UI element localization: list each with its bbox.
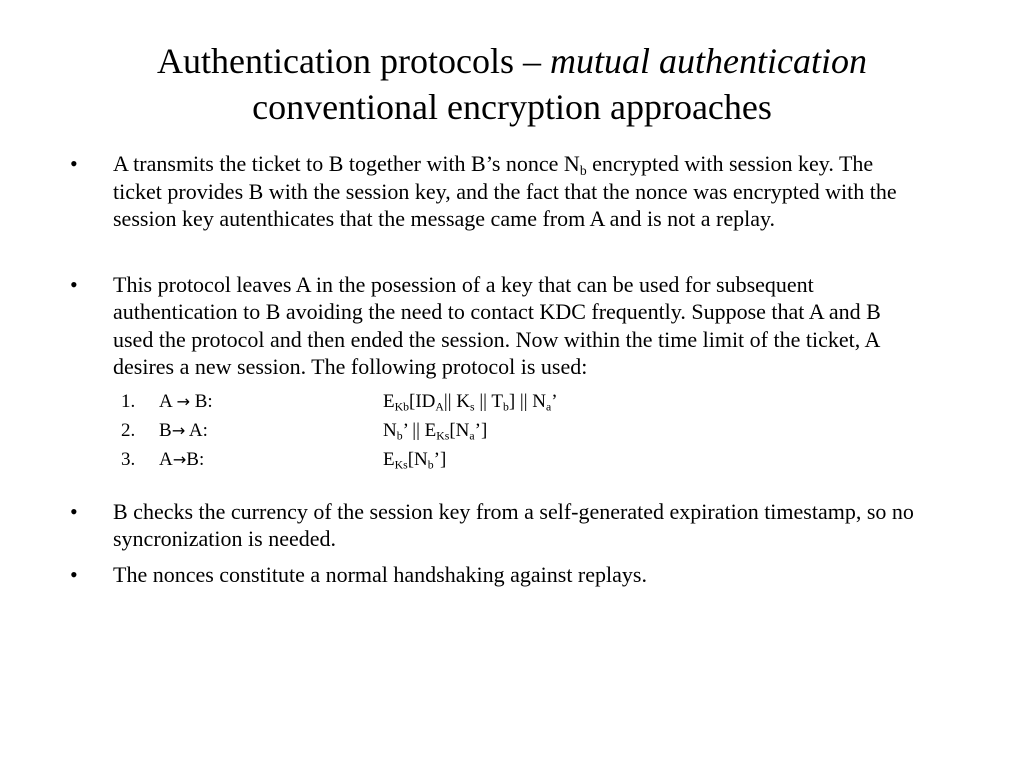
subscript: b (427, 457, 434, 471)
msg-part: E (383, 390, 395, 412)
spacer (68, 553, 918, 561)
bullet-text-part: encrypted with session key. The ticket provides B with the session key, and the fact that the nonce was encrypted with the session key autenthicates that the message came from A and is not a replay. (113, 151, 897, 231)
step-parties (159, 416, 208, 445)
protocol-step (121, 445, 918, 474)
msg-part: [N (407, 448, 428, 470)
bullet-marker: • (70, 561, 78, 587)
subscript: s (469, 399, 475, 413)
subscript: b (579, 162, 587, 178)
msg-part: || T (474, 390, 503, 412)
spacer (68, 233, 918, 271)
bullet-item (68, 271, 918, 381)
msg-part: ’] (474, 419, 488, 441)
msg-part: [N (449, 419, 470, 441)
msg-part: ’ (551, 390, 558, 412)
subscript: Kb (394, 399, 409, 413)
title-italic-text: mutual authentication (549, 41, 867, 81)
msg-part: E (383, 448, 395, 470)
bullet-text (113, 151, 897, 231)
step-to: A: (185, 419, 208, 441)
subscript: Ks (394, 457, 408, 471)
step-number: 3. (121, 448, 136, 470)
step-parties (159, 445, 204, 474)
msg-part: ’ || E (402, 419, 437, 441)
subscript: Ks (436, 428, 450, 442)
protocol-step (121, 387, 918, 416)
subscript: a (546, 399, 552, 413)
step-to: B: (189, 390, 213, 412)
step-message (383, 416, 487, 445)
bullet-item (68, 498, 918, 553)
step-parties (159, 387, 213, 416)
bullet-text-part: A transmits the ticket to B together with B’s nonce N (113, 151, 580, 176)
msg-part: N (383, 419, 397, 441)
bullet-marker: • (70, 151, 78, 176)
bullet-text: This protocol leaves A in the posession of a key that can be used for subsequent authentication to B avoiding the need to contact KDC frequently. Suppose that A and B used the protocol and then ended the session. Now within the time limit of the ticket, A desires a new session. The following protocol is used: (113, 271, 881, 379)
step-number: 2. (121, 419, 136, 441)
subscript: b (502, 399, 509, 413)
bullet-text: B checks the currency of the session key from a self-generated expiration timestamp, so no syncronization is needed. (113, 498, 914, 551)
step-number: 1. (121, 390, 136, 412)
subscript: b (396, 428, 403, 442)
subscript: A (435, 399, 444, 413)
subscript: a (469, 428, 475, 442)
protocol-steps (121, 387, 918, 474)
msg-part: [ID (409, 390, 436, 412)
arrow-icon: → (172, 449, 187, 469)
msg-part: ’] (433, 448, 447, 470)
step-to: B: (186, 448, 205, 470)
msg-part: || K (443, 390, 470, 412)
title-line-2: conventional encryption approaches (252, 87, 772, 127)
step-from: A (159, 448, 173, 470)
spacer (68, 474, 918, 498)
step-message (383, 445, 446, 474)
arrow-icon: → (176, 391, 190, 411)
msg-part: ] || N (508, 390, 546, 412)
step-from: A (159, 390, 177, 412)
slide-body (68, 150, 918, 588)
bullet-text: The nonces constitute a normal handshaking against replays. (113, 561, 647, 587)
bullet-item (68, 150, 918, 233)
protocol-step (121, 416, 918, 445)
step-from: B (159, 419, 172, 441)
bullet-marker: • (70, 498, 78, 524)
bullet-marker: • (70, 271, 78, 297)
title-main-text: Authentication protocols – (157, 41, 550, 81)
arrow-icon: → (171, 420, 186, 440)
step-message (383, 387, 558, 416)
slide-title (60, 38, 964, 130)
title-line-1 (60, 38, 964, 84)
bullet-item (68, 561, 918, 589)
